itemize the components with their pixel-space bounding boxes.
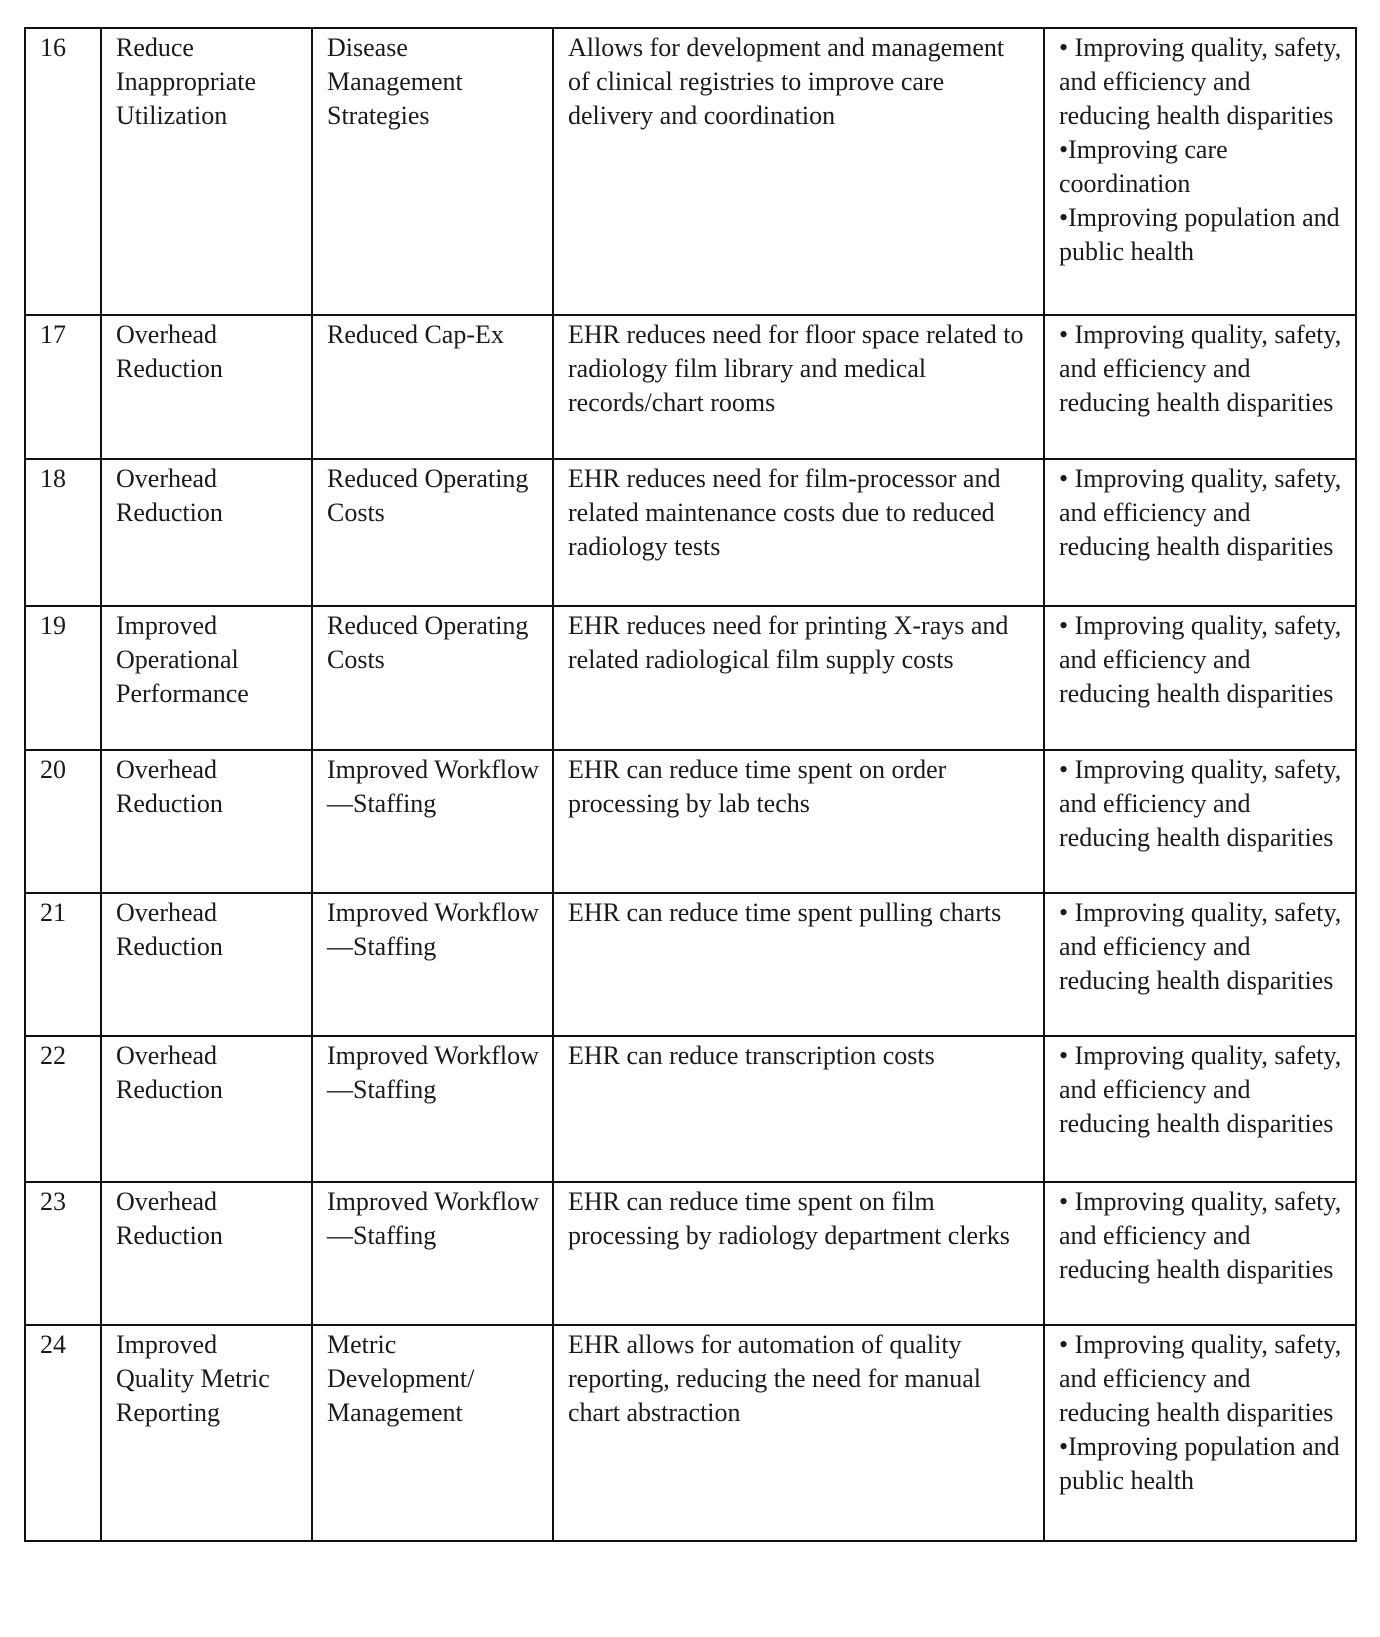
- strategy-cell: Improved Workflow—Staffing: [312, 1182, 553, 1325]
- goal-bullet-item: • Improving quality, safety, and efficiency and reducing health disparities: [1059, 1041, 1342, 1138]
- description-cell: EHR can reduce time spent on film processing by radiology department clerks: [553, 1182, 1044, 1325]
- row-number-cell: 16: [25, 28, 101, 315]
- table-row: [25, 893, 1356, 1036]
- goal-bullet-item: • Improving quality, safety, and efficiency and reducing health disparities: [1059, 33, 1342, 130]
- table-body: [25, 28, 1356, 1541]
- goal-bullet-item: • Improving quality, safety, and efficiency and reducing health disparities: [1059, 464, 1342, 561]
- description-cell: EHR can reduce time spent on order processing by lab techs: [553, 750, 1044, 893]
- goal-bullet-item: •Improving care coordination: [1059, 135, 1228, 198]
- benefits-table: [24, 27, 1357, 1542]
- table-row: [25, 459, 1356, 606]
- table-row: [25, 1325, 1356, 1541]
- strategy-cell: Metric Development/ Management: [312, 1325, 553, 1541]
- goals-cell: [1044, 1036, 1356, 1182]
- strategy-cell: Improved Workflow—Staffing: [312, 750, 553, 893]
- goals-cell: [1044, 459, 1356, 606]
- goal-bullet-item: • Improving quality, safety, and efficiency and reducing health disparities: [1059, 1187, 1342, 1284]
- description-cell: EHR reduces need for film-processor and related maintenance costs due to reduced radiology tests: [553, 459, 1044, 606]
- description-cell: EHR can reduce time spent pulling charts: [553, 893, 1044, 1036]
- category-cell: Overhead Reduction: [101, 1182, 312, 1325]
- row-number-cell: 22: [25, 1036, 101, 1182]
- goal-bullet-item: • Improving quality, safety, and efficiency and reducing health disparities: [1059, 1330, 1342, 1427]
- goals-cell: [1044, 315, 1356, 459]
- strategy-cell: Reduced Operating Costs: [312, 459, 553, 606]
- goal-bullet-item: • Improving quality, safety, and efficiency and reducing health disparities: [1059, 320, 1342, 417]
- goal-bullet-item: •Improving population and public health: [1059, 203, 1340, 266]
- row-number-cell: 21: [25, 893, 101, 1036]
- description-cell: EHR reduces need for floor space related to radiology film library and medical records/chart rooms: [553, 315, 1044, 459]
- table-row: [25, 315, 1356, 459]
- category-cell: Overhead Reduction: [101, 750, 312, 893]
- table-row: [25, 750, 1356, 893]
- category-cell: Improved Operational Performance: [101, 606, 312, 750]
- goals-cell: [1044, 1182, 1356, 1325]
- table-row: [25, 1182, 1356, 1325]
- description-cell: EHR can reduce transcription costs: [553, 1036, 1044, 1182]
- goals-cell: [1044, 893, 1356, 1036]
- goal-bullet-item: • Improving quality, safety, and efficiency and reducing health disparities: [1059, 755, 1342, 852]
- row-number-cell: 24: [25, 1325, 101, 1541]
- table-row: [25, 28, 1356, 315]
- row-number-cell: 19: [25, 606, 101, 750]
- category-cell: Overhead Reduction: [101, 1036, 312, 1182]
- category-cell: Overhead Reduction: [101, 315, 312, 459]
- description-cell: Allows for development and management of clinical registries to improve care delivery and coordination: [553, 28, 1044, 315]
- goal-bullet-item: •Improving population and public health: [1059, 1432, 1340, 1495]
- category-cell: Reduce Inappropriate Utilization: [101, 28, 312, 315]
- strategy-cell: Reduced Cap-Ex: [312, 315, 553, 459]
- description-cell: EHR allows for automation of quality reporting, reducing the need for manual chart abstraction: [553, 1325, 1044, 1541]
- strategy-cell: Disease Management Strategies: [312, 28, 553, 315]
- row-number-cell: 23: [25, 1182, 101, 1325]
- goals-cell: [1044, 1325, 1356, 1541]
- strategy-cell: Reduced Operating Costs: [312, 606, 553, 750]
- goal-bullet-item: • Improving quality, safety, and efficiency and reducing health disparities: [1059, 611, 1342, 708]
- row-number-cell: 17: [25, 315, 101, 459]
- table-row: [25, 606, 1356, 750]
- strategy-cell: Improved Workflow—Staffing: [312, 1036, 553, 1182]
- goals-cell: [1044, 750, 1356, 893]
- strategy-cell: Improved Workflow—Staffing: [312, 893, 553, 1036]
- goals-cell: [1044, 606, 1356, 750]
- goals-cell: [1044, 28, 1356, 315]
- row-number-cell: 20: [25, 750, 101, 893]
- row-number-cell: 18: [25, 459, 101, 606]
- category-cell: Overhead Reduction: [101, 893, 312, 1036]
- goal-bullet-item: • Improving quality, safety, and efficiency and reducing health disparities: [1059, 898, 1342, 995]
- category-cell: Overhead Reduction: [101, 459, 312, 606]
- category-cell: Improved Quality Metric Reporting: [101, 1325, 312, 1541]
- description-cell: EHR reduces need for printing X-rays and related radiological film supply costs: [553, 606, 1044, 750]
- table-row: [25, 1036, 1356, 1182]
